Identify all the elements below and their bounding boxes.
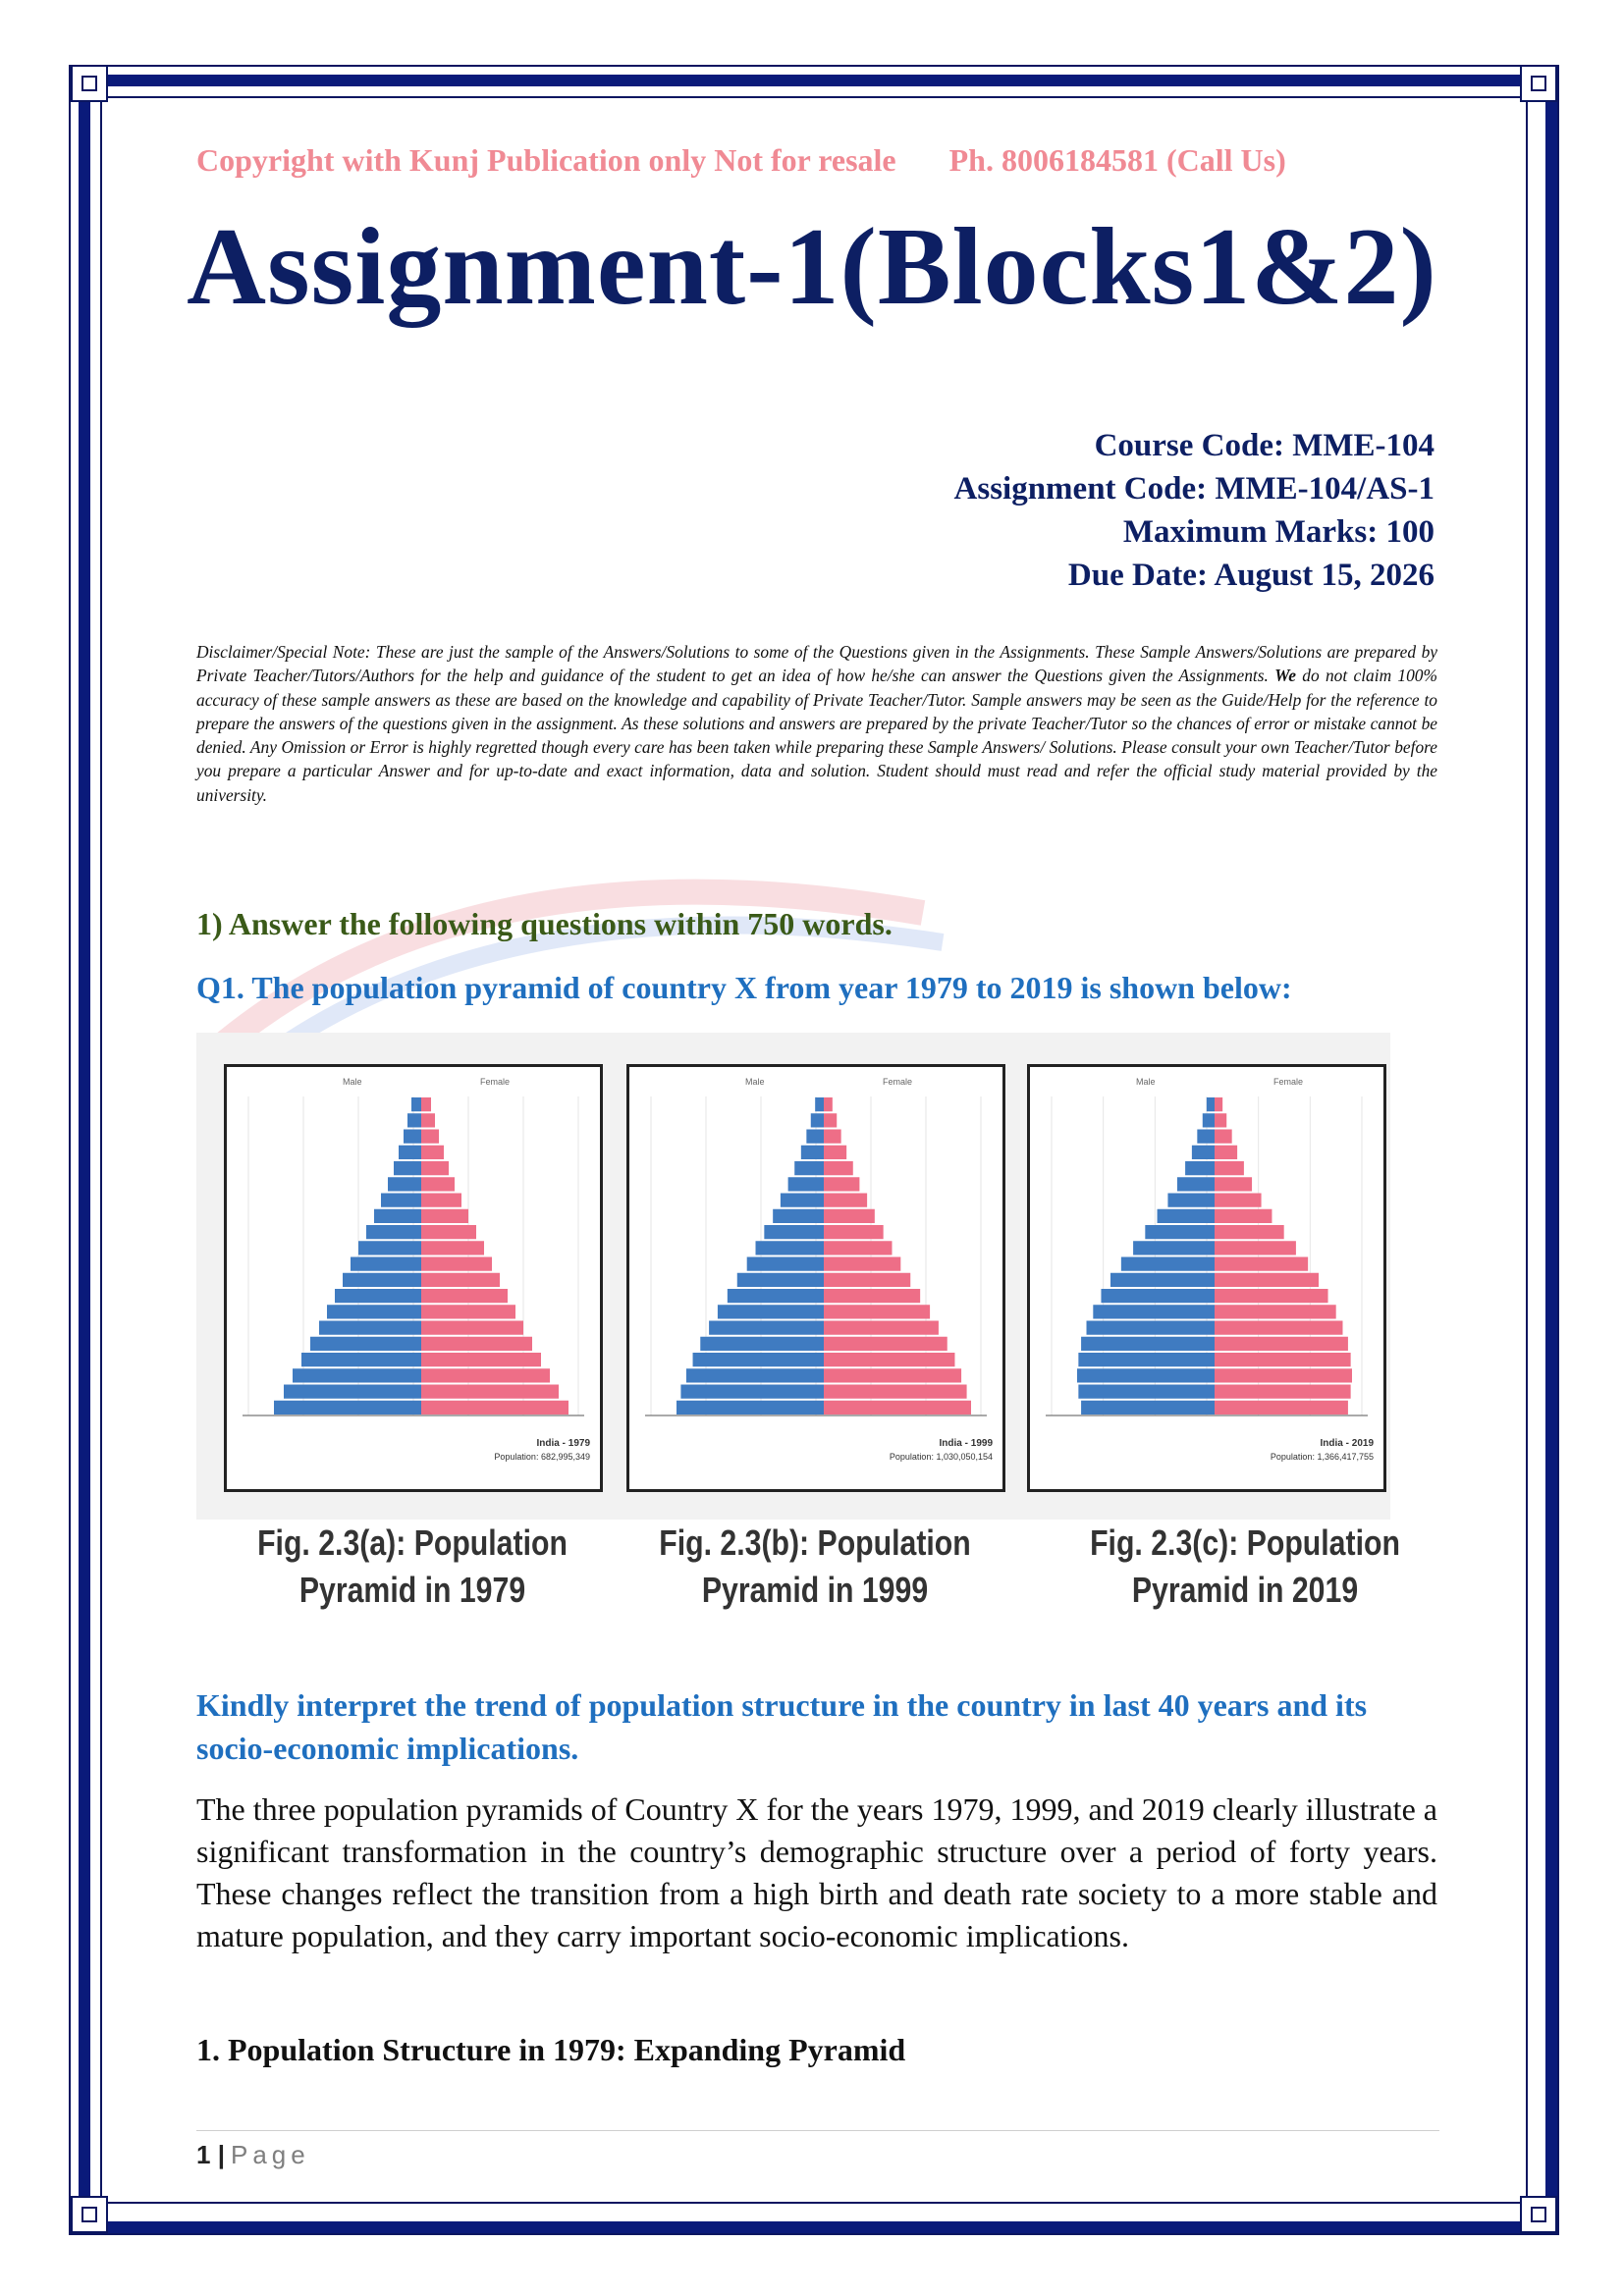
male-bar (747, 1257, 824, 1271)
male-bar (1145, 1225, 1215, 1239)
male-bar (1197, 1130, 1215, 1144)
male-bar (319, 1321, 421, 1335)
caption-1979-line1: Fig. 2.3(a): Population (257, 1522, 568, 1563)
male-bar (310, 1337, 421, 1351)
male-bar (781, 1194, 824, 1207)
male-bar (788, 1177, 824, 1191)
male-label: Male (745, 1077, 765, 1087)
population-pyramid-figure (196, 1033, 1390, 1520)
question-1: Q1. The population pyramid of country X from year 1979 to 2019 is shown below: (196, 970, 1292, 1005)
page-footer (196, 2140, 310, 2170)
male-bar (1077, 1368, 1215, 1382)
male-bar (1087, 1321, 1215, 1335)
caption-1999-line1: Fig. 2.3(b): Population (659, 1522, 971, 1563)
male-bar (374, 1209, 421, 1223)
male-label: Male (1136, 1077, 1156, 1087)
male-bar (1093, 1305, 1215, 1318)
disclaimer-we: We (1274, 666, 1297, 686)
male-bar (811, 1113, 824, 1127)
pyramid-1999 (626, 1064, 1005, 1492)
male-bar (351, 1257, 421, 1271)
female-bar (824, 1177, 859, 1191)
male-bar (343, 1273, 421, 1287)
female-bar (824, 1401, 971, 1415)
male-bar (1192, 1146, 1215, 1159)
female-bar (421, 1241, 484, 1255)
corner-ornament-bottom-right (1520, 2196, 1557, 2233)
female-bar (421, 1337, 532, 1351)
male-bar (335, 1289, 421, 1303)
male-bar (677, 1401, 824, 1415)
female-bar (824, 1321, 939, 1335)
male-bar (693, 1353, 824, 1366)
disclaimer-text-1: Disclaimer/Special Note: These are just the sample of the Answers/Solutions to some of the Questions given in the Assignments. These Sample Answers/Solutions are prepared by Private Teacher/Tutors/Authors for the help and guidance of the student to get an idea of how he/she can answer the Questions given the Assignments. (196, 642, 1437, 686)
female-bar (1215, 1161, 1244, 1175)
pyramid-chart (1030, 1067, 1383, 1489)
male-bar (794, 1161, 824, 1175)
copyright-text: Copyright with Kunj Publication only Not for resale (196, 142, 896, 178)
female-bar (421, 1130, 439, 1144)
pyramid-2019 (1027, 1064, 1386, 1492)
female-bar (1215, 1368, 1352, 1382)
female-bar (824, 1113, 837, 1127)
male-bar (274, 1401, 421, 1415)
female-bar (824, 1353, 954, 1366)
female-bar (824, 1097, 833, 1111)
male-label: Male (343, 1077, 362, 1087)
female-bar (421, 1273, 500, 1287)
male-bar (404, 1130, 421, 1144)
maximum-marks: Maximum Marks: 100 (1122, 514, 1435, 550)
female-bar (824, 1368, 961, 1382)
female-bar (421, 1353, 541, 1366)
male-bar (1101, 1289, 1215, 1303)
phone-text: Ph. 8006184581 (Call Us) (948, 142, 1286, 178)
female-bar (824, 1161, 853, 1175)
copyright-header (196, 142, 1434, 179)
caption-1999-line2: Pyramid in 1999 (701, 1570, 929, 1610)
male-bar (394, 1161, 421, 1175)
assignment-code: Assignment Code: MME-104/AS-1 (953, 471, 1435, 507)
female-bar (1215, 1321, 1342, 1335)
caption-2019-line1: Fig. 2.3(c): Population (1090, 1522, 1400, 1563)
female-bar (421, 1368, 550, 1382)
assignment-title: Assignment-1(Blocks1&2) (187, 206, 1437, 328)
male-bar (1078, 1353, 1215, 1366)
female-bar (421, 1321, 523, 1335)
country-year-label: India - 1999 (939, 1438, 993, 1449)
female-bar (824, 1194, 867, 1207)
female-bar (824, 1289, 920, 1303)
female-bar (824, 1130, 841, 1144)
female-bar (1215, 1353, 1351, 1366)
female-bar (421, 1257, 492, 1271)
male-bar (737, 1273, 824, 1287)
female-bar (1215, 1289, 1328, 1303)
female-bar (1215, 1225, 1284, 1239)
female-bar (421, 1177, 455, 1191)
caption-1999 (658, 1520, 971, 1614)
female-bar (824, 1225, 884, 1239)
male-bar (1158, 1209, 1215, 1223)
assignment-meta (954, 424, 1435, 597)
male-bar (381, 1194, 421, 1207)
male-bar (293, 1368, 421, 1382)
answer-paragraph: The three population pyramids of Country X for the years 1979, 1999, and 2019 clearly illustrate a significant transformation in the country’s demographic structure over a period of forty years. These changes reflect the transition from a high birth and death rate society to a more stable and mature population, and they carry important socio-economic implications. (196, 1791, 1437, 1953)
female-bar (1215, 1097, 1222, 1111)
female-bar (824, 1273, 910, 1287)
female-bar (1215, 1273, 1319, 1287)
population-label: Population: 1,030,050,154 (889, 1452, 993, 1462)
male-bar (1207, 1097, 1215, 1111)
male-bar (1081, 1337, 1215, 1351)
male-bar (700, 1337, 824, 1351)
female-bar (421, 1289, 508, 1303)
male-bar (764, 1225, 824, 1239)
female-bar (1215, 1401, 1348, 1415)
male-bar (806, 1130, 824, 1144)
disclaimer-note (196, 640, 1437, 807)
female-bar (824, 1305, 930, 1318)
population-label: Population: 1,366,417,755 (1270, 1452, 1374, 1462)
interpret-question: Kindly interpret the trend of population structure in the country in last 40 years and its socio-economic implications. (196, 1687, 1368, 1766)
pyramid-1979 (224, 1064, 603, 1492)
female-bar (824, 1385, 967, 1399)
female-bar (1215, 1113, 1226, 1127)
corner-ornament-bottom-left (71, 2196, 108, 2233)
male-bar (388, 1177, 421, 1191)
female-bar (1215, 1130, 1232, 1144)
female-bar (1215, 1337, 1348, 1351)
female-bar (1215, 1305, 1336, 1318)
section-heading: 1) Answer the following questions within 750 words. (196, 906, 893, 941)
due-date: Due Date: August 15, 2026 (1067, 558, 1435, 593)
female-bar (1215, 1177, 1252, 1191)
page-number: 1 (196, 2140, 211, 2169)
population-label: Population: 682,995,349 (494, 1452, 590, 1462)
male-bar (407, 1113, 421, 1127)
female-label: Female (480, 1077, 511, 1087)
corner-ornament-top-right (1520, 65, 1557, 102)
male-bar (1185, 1161, 1215, 1175)
country-year-label: India - 2019 (1320, 1438, 1374, 1449)
male-bar (686, 1368, 824, 1382)
female-bar (1215, 1241, 1296, 1255)
male-bar (1167, 1194, 1215, 1207)
female-bar (824, 1209, 875, 1223)
male-bar (815, 1097, 824, 1111)
female-bar (1215, 1385, 1351, 1399)
male-bar (358, 1241, 421, 1255)
course-code: Course Code: MME-104 (1094, 428, 1435, 463)
female-bar (421, 1401, 568, 1415)
page-label: Page (230, 2140, 310, 2169)
male-bar (728, 1289, 824, 1303)
male-bar (801, 1146, 824, 1159)
male-bar (284, 1385, 421, 1399)
male-bar (680, 1385, 824, 1399)
caption-2019 (1088, 1520, 1401, 1614)
male-bar (1121, 1257, 1215, 1271)
country-year-label: India - 1979 (536, 1438, 590, 1449)
male-bar (756, 1241, 824, 1255)
female-bar (421, 1209, 468, 1223)
female-bar (1215, 1194, 1262, 1207)
male-bar (366, 1225, 421, 1239)
disclaimer-text-2: do not claim 100% accuracy of these sample answers as these are based on the knowledge and capability of Private Teacher/Tutor. Sample answers may be seen as the Guide/Help for the reference to prepare the answers of the questions given in the assignment. As these solutions and answers are prepared by the private Teacher/Tutor so the chances of error or mistake cannot be denied. Any Omission or Error is highly regretted though every care has been taken while preparing these Sample Answers/ Solutions. Please consult your own Teacher/Tutor before you prepare a particular Answer and for up-to-date and exact information, data and solution. Student should must read and refer the official study material provided by the university. (196, 666, 1437, 805)
caption-1979 (255, 1520, 568, 1614)
male-bar (718, 1305, 824, 1318)
female-bar (1215, 1146, 1237, 1159)
male-bar (1081, 1401, 1215, 1415)
male-bar (1078, 1385, 1215, 1399)
male-bar (773, 1209, 824, 1223)
female-bar (421, 1161, 449, 1175)
female-bar (824, 1146, 846, 1159)
male-bar (327, 1305, 421, 1318)
pyramid-chart (629, 1067, 1002, 1489)
caption-2019-line2: Pyramid in 2019 (1131, 1570, 1359, 1610)
pyramid-chart (227, 1067, 600, 1489)
male-bar (411, 1097, 421, 1111)
male-bar (1203, 1113, 1215, 1127)
female-bar (824, 1241, 892, 1255)
female-label: Female (1273, 1077, 1304, 1087)
female-bar (421, 1194, 461, 1207)
female-bar (421, 1305, 515, 1318)
female-label: Female (883, 1077, 913, 1087)
female-bar (421, 1113, 435, 1127)
male-bar (399, 1146, 421, 1159)
page-separator: | (217, 2140, 225, 2169)
female-bar (421, 1097, 431, 1111)
female-bar (1215, 1209, 1272, 1223)
female-bar (421, 1146, 444, 1159)
male-bar (301, 1353, 421, 1366)
corner-ornament-top-left (71, 65, 108, 102)
female-bar (824, 1257, 900, 1271)
male-bar (1177, 1177, 1215, 1191)
footer-divider (196, 2130, 1439, 2131)
female-bar (1215, 1257, 1308, 1271)
male-bar (1110, 1273, 1215, 1287)
female-bar (421, 1225, 476, 1239)
female-bar (421, 1385, 559, 1399)
answer-subheading: 1. Population Structure in 1979: Expanding Pyramid (196, 2032, 906, 2067)
male-bar (1133, 1241, 1215, 1255)
caption-1979-line2: Pyramid in 1979 (298, 1570, 526, 1610)
male-bar (709, 1321, 824, 1335)
female-bar (824, 1337, 947, 1351)
